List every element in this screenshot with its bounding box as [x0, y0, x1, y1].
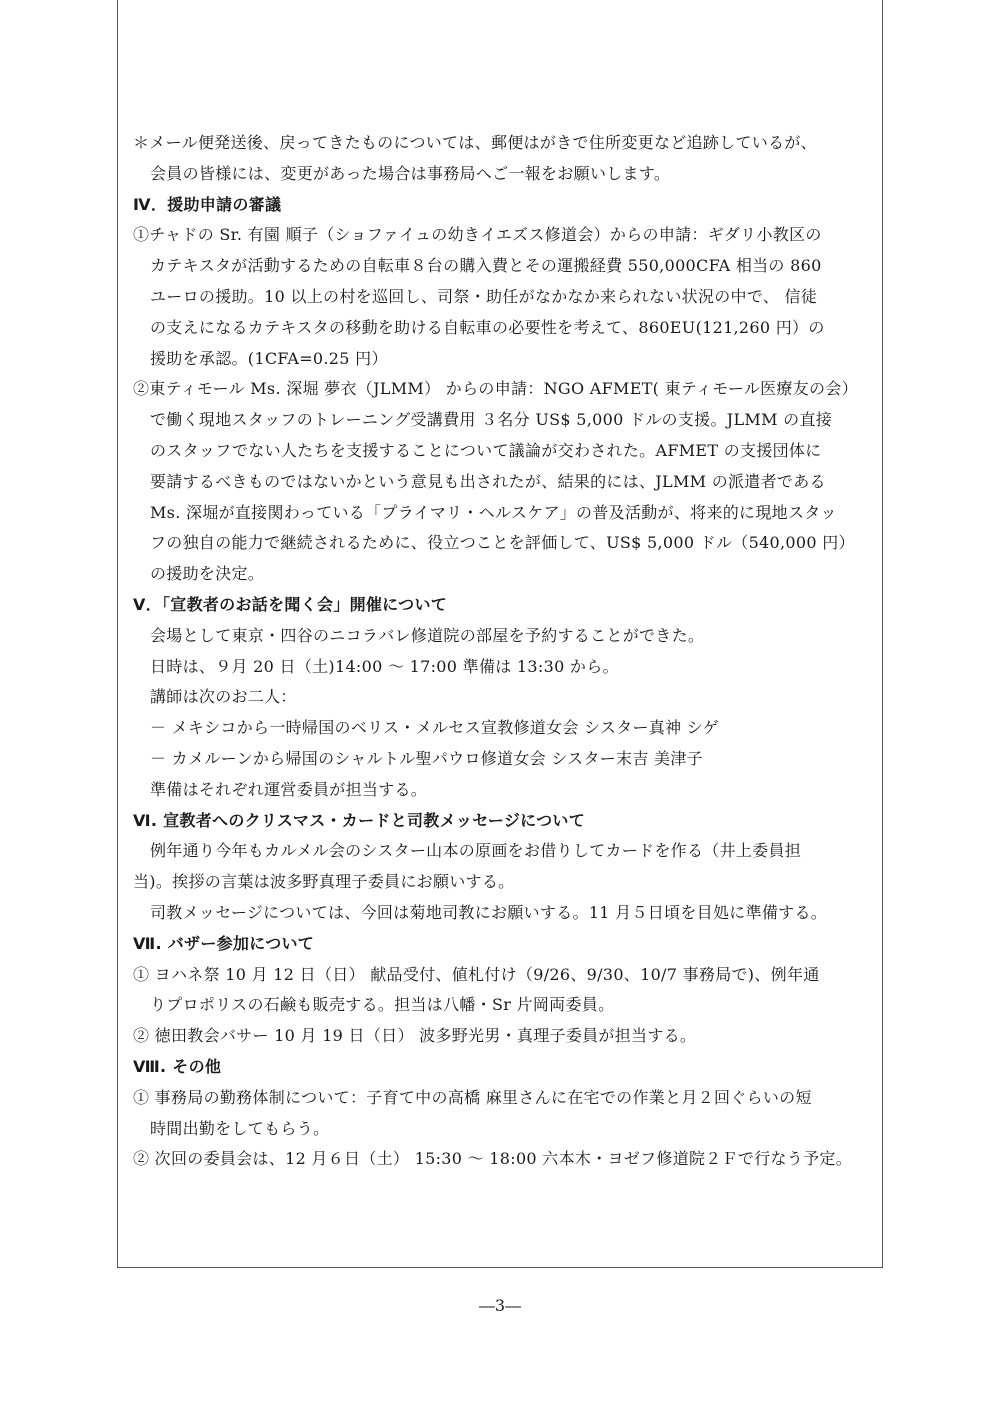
section-text-line: ② 徳田教会バサー 10 月 19 日（日） 波多野光男・真理子委員が担当する。 — [133, 1026, 697, 1046]
section-text-line: ユーロの援助。10 以上の村を巡回し、司祭・助任がなかなか来られない状況の中で、 信徒 — [150, 286, 818, 306]
section-text-line: カテキスタが活動するための自転車８台の購入費とその運搬経費 550,000CFA 相当の 860 — [150, 256, 822, 276]
section-text-line: のスタッフでない人たちを支援することについて議論が交わされた。AFMET の支援団体に — [150, 440, 822, 460]
section-text-line: 要請するべきものではないかという意見も出されたが、結果的には、JLMM の派遣者である — [150, 471, 826, 491]
note-line-2: 会員の皆様には、変更があった場合は事務局へご一報をお願いします。 — [150, 163, 671, 183]
section-heading: Ⅴ．「宣教者のお話を聞く会」開催について — [133, 594, 448, 614]
section-text-line: フの独自の能力で継続されるために、役立つことを評価して、US$ 5,000 ドル（540,000 円） — [150, 533, 855, 553]
section-text-line: で働く現地スタッフのトレーニング受講費用 ３名分 US$ 5,000 ドルの支援。JLMM の直接 — [150, 410, 833, 430]
section-text-line: 日時は、９月 20 日（土)14:00 ～ 17:00 準備は 13:30 から。 — [150, 656, 619, 676]
section-text-line: － メキシコから一時帰国のベリス・メルセス宣教修道女会 シスター真神 シゲ — [150, 718, 720, 738]
section-text-line: ② 次回の委員会は、12 月６日（土） 15:30 ～ 18:00 六本木・ヨゼフ修道院２Ｆで行なう予定。 — [133, 1149, 852, 1169]
section-text-line: ① 事務局の勤務体制について：子育て中の高橋 麻里さんに在宅での作業と月２回ぐらいの短 — [133, 1087, 812, 1107]
note-line-1: ＊メール便発送後、戻ってきたものについては、郵便はがきで住所変更など追跡しているが、 — [133, 133, 817, 152]
section-heading: Ⅳ．援助申請の審議 — [133, 194, 282, 214]
section-text-line: りプロポリスの石鹸も販売する。担当は八幡・Sr 片岡両委員。 — [150, 995, 615, 1015]
section-text-line: 当)。挨拶の言葉は波多野真理子委員にお願いする。 — [133, 872, 515, 892]
document-body — [133, 128, 871, 1175]
page-number: ―3― — [478, 1296, 522, 1315]
section-heading: Ⅷ. その他 — [133, 1056, 222, 1076]
section-text-line: の援助を決定。 — [150, 564, 265, 584]
section-text-line: 会場として東京・四谷のニコラバレ修道院の部屋を予約することができた。 — [150, 625, 705, 645]
section-text-line: 司教メッセージについては、今回は菊地司教にお願いする。11 月５日頃を目処に準備する。 — [150, 902, 828, 922]
section-text-line: 講師は次のお二人： — [150, 687, 297, 707]
section-text-line: ① ヨハネ祭 10 月 12 日（日） 献品受付、値札付け（9/26、9/30、10/7 事務局で)、例年通 — [133, 964, 820, 984]
section-text-line: 準備はそれぞれ運営委員が担当する。 — [150, 779, 428, 799]
section-text-line: Ms. 深堀が直接関わっている「プライマリ・ヘルスケア」の普及活動が、将来的に現地スタッ — [150, 502, 837, 522]
section-text-line: 例年通り今年もカルメル会のシスター山本の原画をお借りしてカードを作る（井上委員担 — [150, 841, 802, 861]
section-text-line: ②東ティモール Ms. 深堀 夢衣（JLMM） からの申請：NGO AFMET( 東ティモール医療友の会） — [133, 379, 858, 399]
section-text-line: 時間出勤をしてもらう。 — [150, 1118, 330, 1138]
section-text-line: の支えになるカテキスタの移動を助ける自転車の必要性を考えて、860EU(121,260 円）の — [150, 317, 825, 337]
section-text-line: ①チャドの Sr. 有園 順子（ショファイュの幼きイエズス修道会）からの申請：ギダリ小教区の — [133, 225, 822, 245]
section-text-line: 援助を承認。(1CFA=0.25 円） — [150, 348, 388, 368]
section-heading: Ⅵ. 宣教者へのクリスマス・カードと司教メッセージについて — [133, 810, 586, 830]
section-text-line: － カメルーンから帰国のシャルトル聖パウロ修道女会 シスター末吉 美津子 — [150, 748, 703, 768]
section-heading: Ⅶ. バザー参加について — [133, 933, 315, 953]
